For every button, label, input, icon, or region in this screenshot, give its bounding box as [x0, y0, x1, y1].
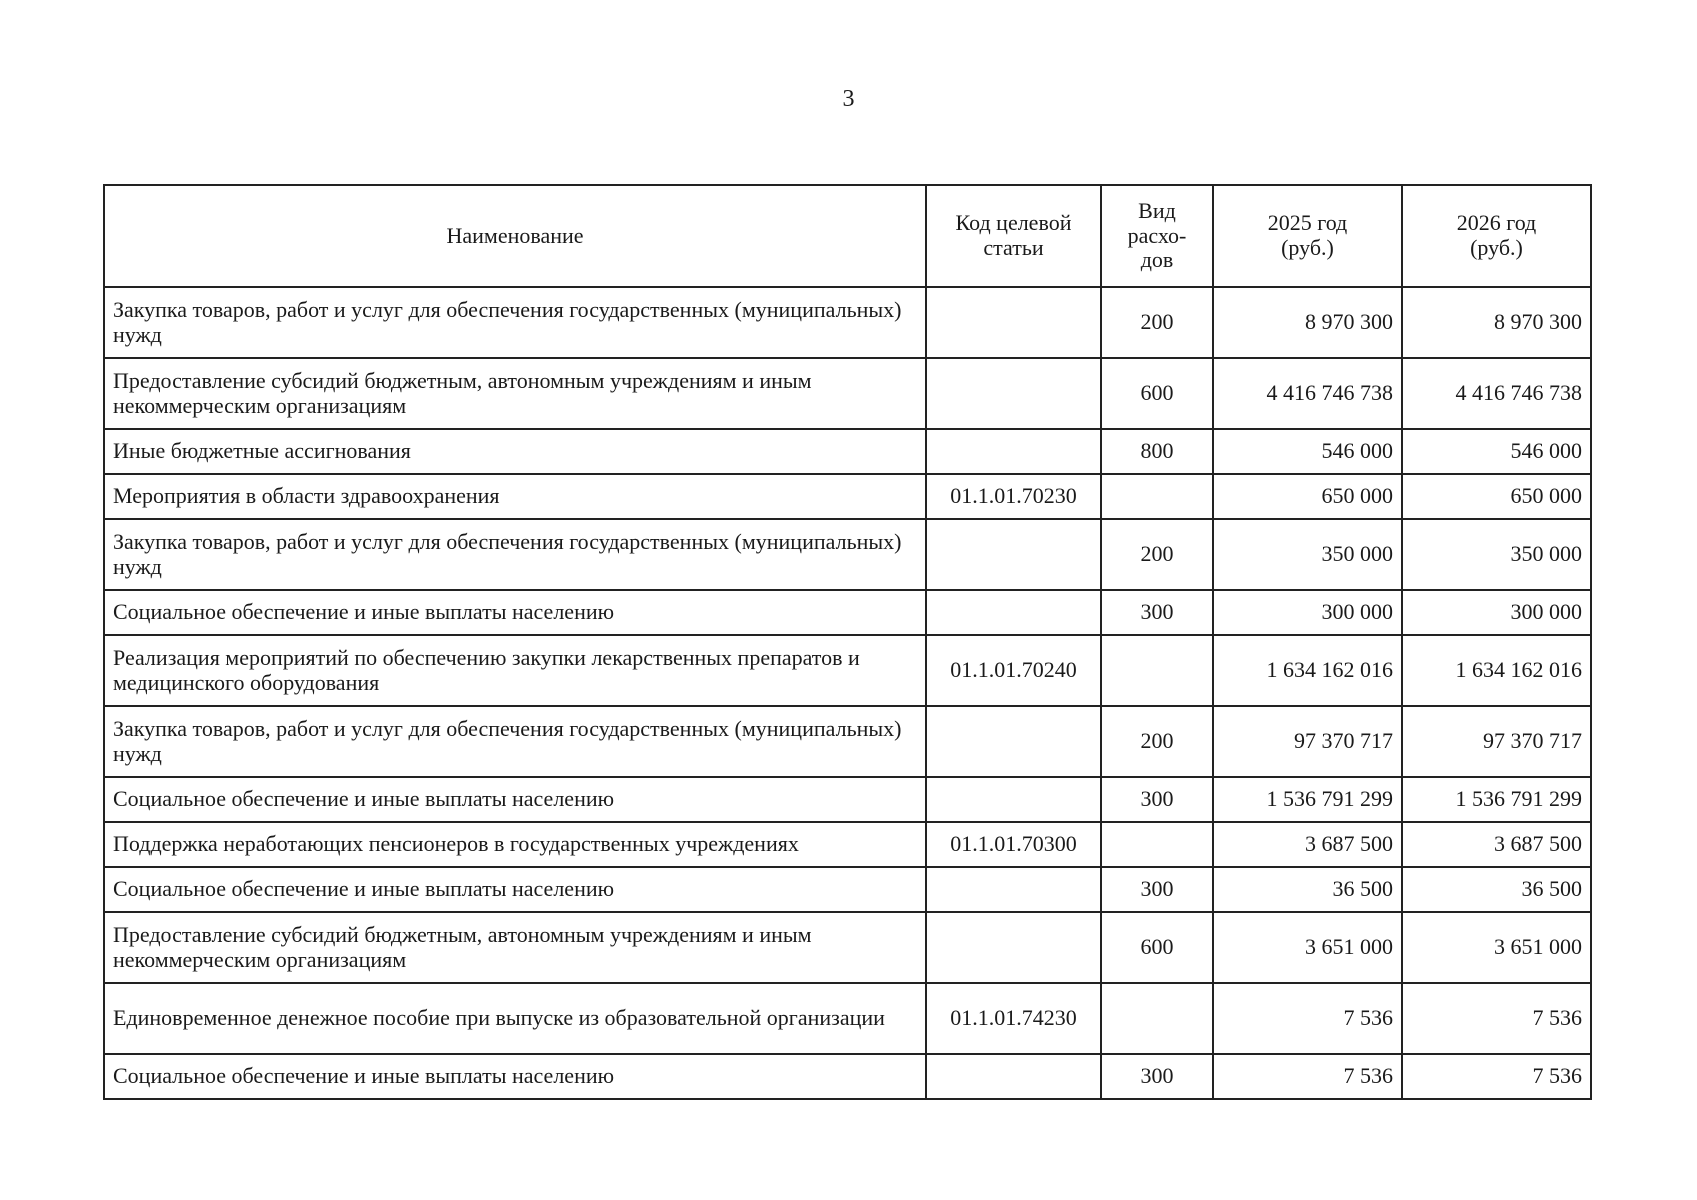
- header-name: Наименование: [104, 185, 926, 287]
- header-2025: [1213, 185, 1402, 287]
- header-code-line: статьи: [983, 235, 1044, 260]
- row-vid: 600: [1101, 358, 1213, 429]
- table-row: [104, 635, 1591, 706]
- row-name: Социальное обеспечение и иные выплаты населению: [104, 590, 926, 635]
- row-name: Предоставление субсидий бюджетным, автономным учреждениям и иным некоммерческим организациям: [104, 912, 926, 983]
- row-vid: 600: [1101, 912, 1213, 983]
- row-vid: [1101, 635, 1213, 706]
- row-name: Мероприятия в области здравоохранения: [104, 474, 926, 519]
- budget-table: [103, 184, 1592, 1100]
- header-2026-line: (руб.): [1470, 235, 1523, 260]
- row-vid: [1101, 822, 1213, 867]
- row-vid: 300: [1101, 1054, 1213, 1099]
- table-row: [104, 474, 1591, 519]
- table-row: [104, 429, 1591, 474]
- row-code: [926, 429, 1101, 474]
- table-header-row: [104, 185, 1591, 287]
- row-vid: 300: [1101, 590, 1213, 635]
- header-vid-line: расхо-: [1127, 222, 1187, 248]
- row-2026: 1 634 162 016: [1402, 635, 1591, 706]
- row-2025: 1 536 791 299: [1213, 777, 1402, 822]
- row-2026: 36 500: [1402, 867, 1591, 912]
- header-vid-line: Вид: [1138, 198, 1176, 224]
- row-2025: 7 536: [1213, 1054, 1402, 1099]
- table-row: [104, 822, 1591, 867]
- row-2026: 350 000: [1402, 519, 1591, 590]
- row-name: Социальное обеспечение и иные выплаты населению: [104, 777, 926, 822]
- row-vid: 800: [1101, 429, 1213, 474]
- row-vid: 300: [1101, 777, 1213, 822]
- header-2026-line: 2026 год: [1456, 210, 1537, 236]
- row-2025: 3 687 500: [1213, 822, 1402, 867]
- row-name: Социальное обеспечение и иные выплаты населению: [104, 867, 926, 912]
- row-2026: 300 000: [1402, 590, 1591, 635]
- row-2026: 97 370 717: [1402, 706, 1591, 777]
- row-code: [926, 358, 1101, 429]
- row-2025: 1 634 162 016: [1213, 635, 1402, 706]
- row-2026: 7 536: [1402, 1054, 1591, 1099]
- row-code: 01.1.01.70240: [926, 635, 1101, 706]
- table-row: [104, 1054, 1591, 1099]
- row-2025: 36 500: [1213, 867, 1402, 912]
- row-code: [926, 287, 1101, 358]
- row-vid: 200: [1101, 287, 1213, 358]
- row-2026: 8 970 300: [1402, 287, 1591, 358]
- row-2025: 3 651 000: [1213, 912, 1402, 983]
- row-code: [926, 777, 1101, 822]
- row-code: [926, 519, 1101, 590]
- row-name: Поддержка неработающих пенсионеров в государственных учреждениях: [104, 822, 926, 867]
- row-2025: 7 536: [1213, 983, 1402, 1054]
- row-2025: 650 000: [1213, 474, 1402, 519]
- row-vid: 200: [1101, 706, 1213, 777]
- table-row: [104, 358, 1591, 429]
- header-code-line: Код целевой: [955, 210, 1072, 236]
- row-2025: 546 000: [1213, 429, 1402, 474]
- row-name: Закупка товаров, работ и услуг для обеспечения государственных (муниципальных) нужд: [104, 519, 926, 590]
- table-row: [104, 519, 1591, 590]
- table-row: [104, 590, 1591, 635]
- row-vid: [1101, 983, 1213, 1054]
- row-2026: 4 416 746 738: [1402, 358, 1591, 429]
- row-2025: 8 970 300: [1213, 287, 1402, 358]
- row-code: 01.1.01.70230: [926, 474, 1101, 519]
- row-vid: 300: [1101, 867, 1213, 912]
- header-vid: [1101, 185, 1213, 287]
- row-code: 01.1.01.70300: [926, 822, 1101, 867]
- row-code: [926, 706, 1101, 777]
- row-code: [926, 1054, 1101, 1099]
- row-2026: 7 536: [1402, 983, 1591, 1054]
- row-name: Реализация мероприятий по обеспечению закупки лекарственных препаратов и медицинского оборудования: [104, 635, 926, 706]
- row-code: 01.1.01.74230: [926, 983, 1101, 1054]
- row-name: Единовременное денежное пособие при выпуске из образовательной организации: [104, 983, 926, 1054]
- header-vid-line: дов: [1140, 247, 1174, 273]
- row-name: Социальное обеспечение и иные выплаты населению: [104, 1054, 926, 1099]
- header-2025-line: (руб.): [1281, 235, 1334, 260]
- header-code: [926, 185, 1101, 287]
- row-2025: 97 370 717: [1213, 706, 1402, 777]
- table-row: [104, 287, 1591, 358]
- row-2025: 350 000: [1213, 519, 1402, 590]
- row-code: [926, 912, 1101, 983]
- row-name: Предоставление субсидий бюджетным, автономным учреждениям и иным некоммерческим организациям: [104, 358, 926, 429]
- row-2025: 300 000: [1213, 590, 1402, 635]
- table-row: [104, 867, 1591, 912]
- row-name: Иные бюджетные ассигнования: [104, 429, 926, 474]
- table-row: [104, 983, 1591, 1054]
- table-row: [104, 777, 1591, 822]
- row-2026: 546 000: [1402, 429, 1591, 474]
- row-code: [926, 867, 1101, 912]
- row-name: Закупка товаров, работ и услуг для обеспечения государственных (муниципальных) нужд: [104, 706, 926, 777]
- row-2025: 4 416 746 738: [1213, 358, 1402, 429]
- header-2026: [1402, 185, 1591, 287]
- page-number: 3: [842, 86, 855, 112]
- header-2025-line: 2025 год: [1267, 210, 1348, 236]
- table-row: [104, 912, 1591, 983]
- row-vid: [1101, 474, 1213, 519]
- row-vid: 200: [1101, 519, 1213, 590]
- row-2026: 650 000: [1402, 474, 1591, 519]
- row-code: [926, 590, 1101, 635]
- row-2026: 3 651 000: [1402, 912, 1591, 983]
- row-2026: 3 687 500: [1402, 822, 1591, 867]
- row-name: Закупка товаров, работ и услуг для обеспечения государственных (муниципальных) нужд: [104, 287, 926, 358]
- row-2026: 1 536 791 299: [1402, 777, 1591, 822]
- table-row: [104, 706, 1591, 777]
